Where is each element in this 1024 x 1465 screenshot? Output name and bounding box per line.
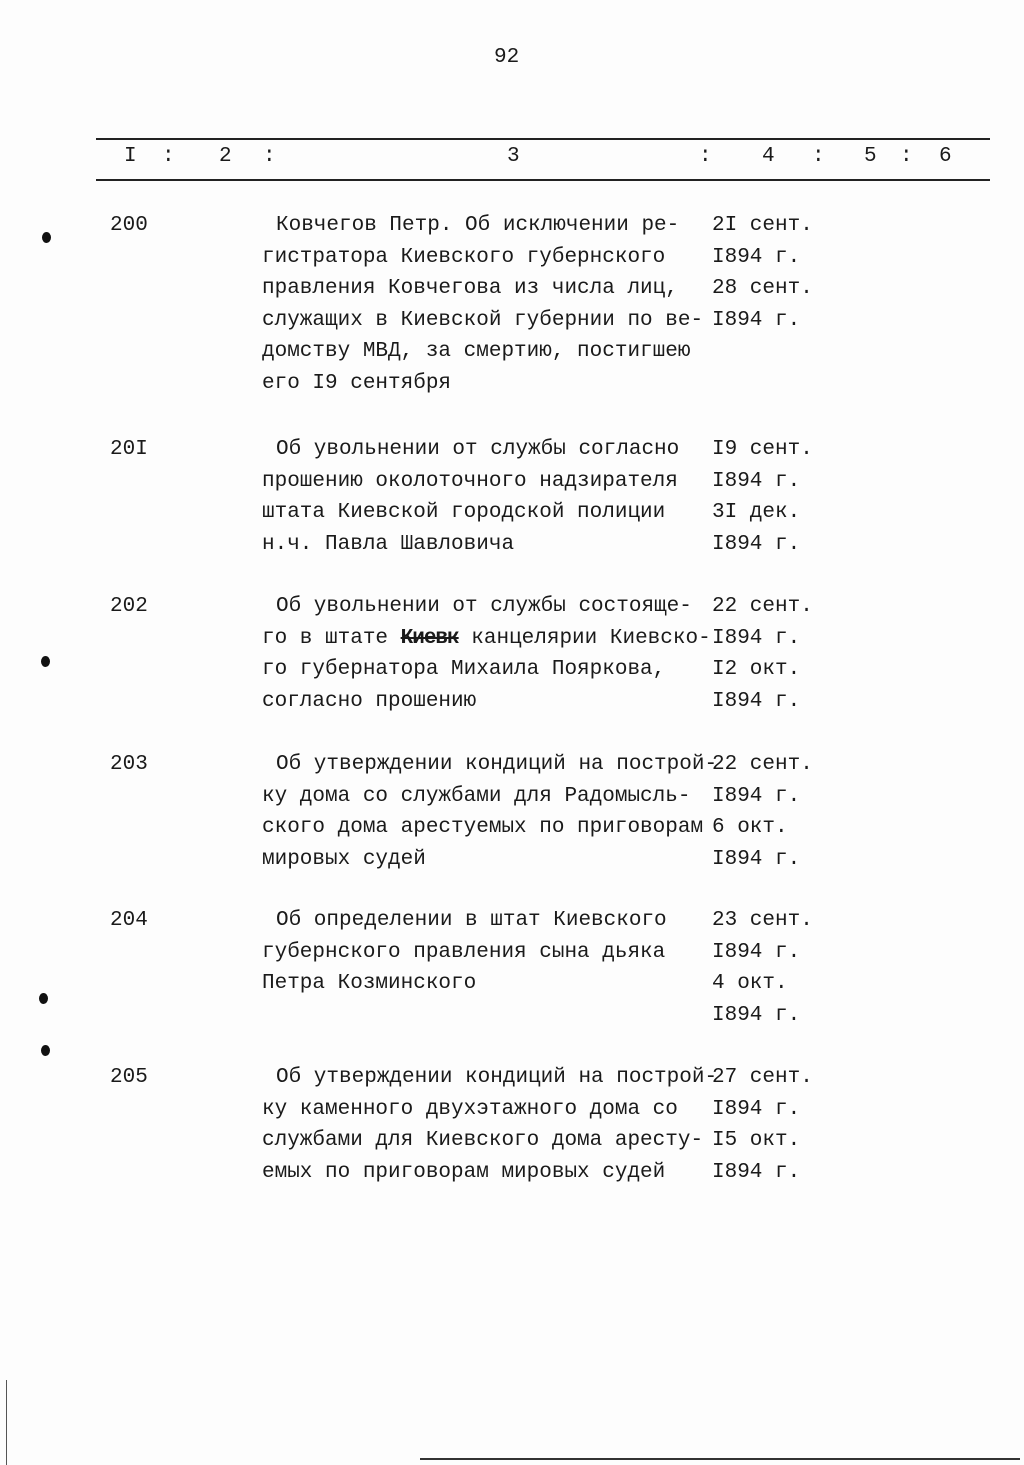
entry-date: I894 г.	[712, 1003, 801, 1027]
page-left-edge	[6, 1380, 7, 1465]
entry-description: Ковчегов Петр. Об исключении ре-	[276, 214, 680, 237]
entry-description: правления Ковчегова из числа лиц,	[262, 277, 678, 300]
entry-description: службами для Киевского дома аресту-	[262, 1129, 704, 1152]
entry-date: I894 г.	[712, 940, 801, 964]
header-bottom-rule	[96, 179, 990, 181]
entry-description: Петра Козминского	[262, 972, 477, 995]
entry-description: Об определении в штат Киевского	[276, 909, 667, 932]
entry-description: ку каменного двухэтажного дома со	[262, 1097, 678, 1121]
column-header-5: 5	[864, 145, 877, 168]
entry-number: 205	[110, 1066, 148, 1089]
entry-description: емых по приговорам мировых судей	[262, 1160, 666, 1184]
entry-date: 2I сент.	[712, 214, 813, 237]
entry-date: 28 сент.	[712, 277, 813, 300]
page-bottom-edge	[420, 1458, 1020, 1460]
column-header-2: 2	[219, 145, 232, 168]
entry-date: I9 сент.	[712, 438, 813, 461]
entry-date: 23 сент.	[712, 909, 813, 932]
entry-date: I894 г.	[712, 245, 801, 269]
column-header-4: 4	[762, 145, 775, 168]
entry-date: I894 г.	[712, 626, 801, 650]
entry-date: I894 г.	[712, 689, 801, 713]
entry-number: 20I	[110, 438, 148, 461]
entry-description: служащих в Киевской губернии по ве-	[262, 308, 704, 332]
entry-number: 204	[110, 909, 148, 932]
entry-description: мировых судей	[262, 847, 426, 871]
column-separator: :	[263, 145, 276, 168]
entry-date: I2 окт.	[712, 658, 801, 681]
entry-date: 22 сент.	[712, 595, 813, 618]
entry-description: его I9 сентября	[262, 371, 452, 395]
column-separator: :	[162, 145, 175, 168]
entry-date: I894 г.	[712, 784, 801, 808]
entry-number: 203	[110, 753, 148, 776]
column-header-1: I	[124, 145, 137, 168]
entry-date: 6 окт.	[712, 816, 788, 839]
entry-description: домству МВД, за смертию, постигшею	[262, 340, 691, 363]
entry-date: I894 г.	[712, 1160, 801, 1184]
entry-date: I894 г.	[712, 308, 801, 332]
entry-description: Об увольнении от службы состояще-	[276, 595, 692, 618]
entry-description: ского дома арестуемых по приговорам	[262, 816, 704, 839]
description-text: го в штате	[262, 626, 401, 650]
entry-date: I894 г.	[712, 532, 801, 556]
column-separator: :	[812, 145, 825, 168]
entry-description: штата Киевской городской полиции	[262, 501, 666, 524]
entry-number: 200	[110, 214, 148, 237]
punch-hole-mark	[41, 1045, 50, 1056]
column-header-6: 6	[939, 145, 952, 168]
entry-description: Об увольнении от службы согласно	[276, 438, 680, 461]
header-top-rule	[96, 138, 990, 140]
punch-hole-mark	[39, 993, 48, 1004]
entry-date: 27 сент.	[712, 1066, 813, 1089]
column-header-3: 3	[507, 145, 520, 168]
punch-hole-mark	[41, 656, 50, 667]
page-number: 92	[494, 46, 520, 69]
struck-out-word: Киевк	[400, 626, 459, 650]
entry-description: прошению околоточного надзирателя	[262, 469, 678, 493]
entry-description: согласно прошению	[262, 689, 477, 713]
entry-description: го губернатора Михаила Пояркова,	[262, 658, 666, 681]
entry-date: I894 г.	[712, 847, 801, 871]
entry-description: Об утверждении кондиций на построй-	[276, 753, 718, 776]
entry-description: губернского правления сына дьяка	[262, 940, 666, 964]
entry-date: I894 г.	[712, 469, 801, 493]
entry-description: Об утверждении кондиций на построй-	[276, 1066, 718, 1089]
entry-date: 22 сент.	[712, 753, 813, 776]
entry-number: 202	[110, 595, 148, 618]
punch-hole-mark	[42, 232, 51, 243]
description-text: канцелярии Киевско-	[458, 626, 711, 650]
column-separator: :	[699, 145, 712, 168]
entry-description: гистратора Киевского губернского	[262, 245, 666, 269]
entry-date: I894 г.	[712, 1097, 801, 1121]
entry-description: н.ч. Павла Шавловича	[262, 532, 515, 556]
entry-description: ку дома со службами для Радомысль-	[262, 784, 691, 808]
entry-description	[262, 623, 711, 655]
column-separator: :	[900, 145, 913, 168]
entry-date: I5 окт.	[712, 1129, 801, 1152]
entry-date: 3I дек.	[712, 501, 801, 524]
entry-date: 4 окт.	[712, 972, 788, 995]
